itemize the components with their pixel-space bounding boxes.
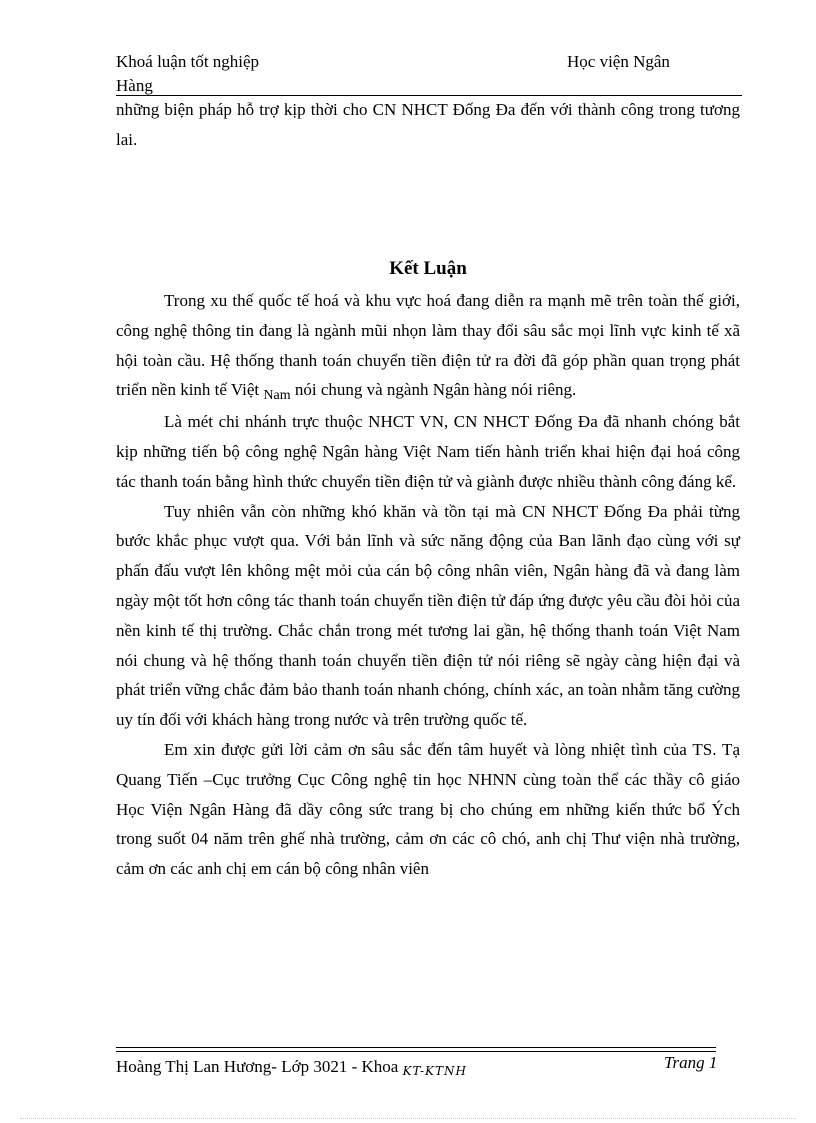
paragraph-3: Tuy nhiên vẫn còn những khó khăn và tồn tại mà CN NHCT Đống Đa phải từng bước khắc phục vượt qua. Với bản lĩnh và sức năng động của Ban lãnh đạo cùng với sự phấn đấu vượt lên không mệt mỏi của cán bộ công nhân viên, Ngân hàng đã và đang làm ngày một tốt hơn công tác thanh toán chuyển tiền điện tử đáp ứng được yêu cầu đòi hỏi của nền kinh tế thị trường. Chắc chắn trong mét tương lai gần, hệ thống thanh toán Việt Nam nói chung và hệ thống thanh toán chuyển tiền điện tử nói riêng sẽ ngày càng hiện đại và phát triển vững chắc đảm bảo thanh toán nhanh chóng, chính xác, an toàn nhằm tăng cường uy tín đối với khách hàng trong nước và trên trường quốc tế. [116,501,740,730]
footer-author-text: Hoàng Thị Lan Hương- Lớp 3021 - Khoa [116,1057,403,1076]
header-title-right: Học viện Ngân [567,52,670,71]
header-title-left [116,50,366,98]
paragraph-1-text-a: Trong xu thế quốc tế hoá và khu vực hoá đang diễn ra mạnh mẽ trên toàn thế giới, công nghệ thông tin đang là ngành mũi nhọn làm thay đổi sâu sắc mọi lĩnh vực kinh tế xã hội toàn cầu. Hệ thống thanh toán chuyển tiền điện tử ra đời đã góp phần quan trọng phát triển nền kinh tế Việt [116,291,740,400]
footer-faculty-code: KT-KTNH [402,1064,467,1078]
paragraph-4: Em xin được gửi lời cảm ơn sâu sắc đến tâm huyết và lòng nhiệt tình của TS. Tạ Quang Tiến –Cục trưởng Cục Công nghệ tin học NHNN cùng toàn thể các thầy cô giáo Học Viện Ngân Hàng đã dầy công sức trang bị cho chúng em những kiến thức bổ Ých trong suốt 04 năm trên ghế nhà trường, cảm ơn các cô chó, anh chị Thư viện nhà trường, cảm ơn các anh chị em cán bộ công nhân viên [116,739,740,879]
paragraph-1-text-b: nói chung và ngành Ngân hàng nói riêng. [290,380,577,400]
paragraph-1-subscript: Nam [263,388,291,404]
header-wrap-text: Hàng [116,76,153,95]
paragraph-2: Là mét chi nhánh trực thuộc NHCT VN, CN NHCT Đống Đa đã nhanh chóng bắt kịp những tiến bộ công nghệ Ngân hàng Việt Nam tiến hành triển khai hiện đại hoá công tác thanh toán bằng hình thức chuyển tiền điện tử và giành được nhiều thành công đáng kể. [116,412,740,491]
section-title: Kết Luận [389,258,467,279]
conclusion-body [116,286,740,884]
header-left-text: Khoá luận tốt nghiệp [116,52,260,71]
footer-divider-top [116,1047,716,1048]
footer-divider-bottom [116,1051,716,1052]
page-number: Trang 1 [664,1053,718,1072]
paragraph-1 [116,286,740,407]
intro-paragraph: những biện pháp hỗ trợ kịp thời cho CN NHCT Đống Đa đến với thành công trong tương lai. [116,100,740,149]
page-edge-dotted-line [20,1118,796,1119]
footer-author [116,1055,467,1080]
